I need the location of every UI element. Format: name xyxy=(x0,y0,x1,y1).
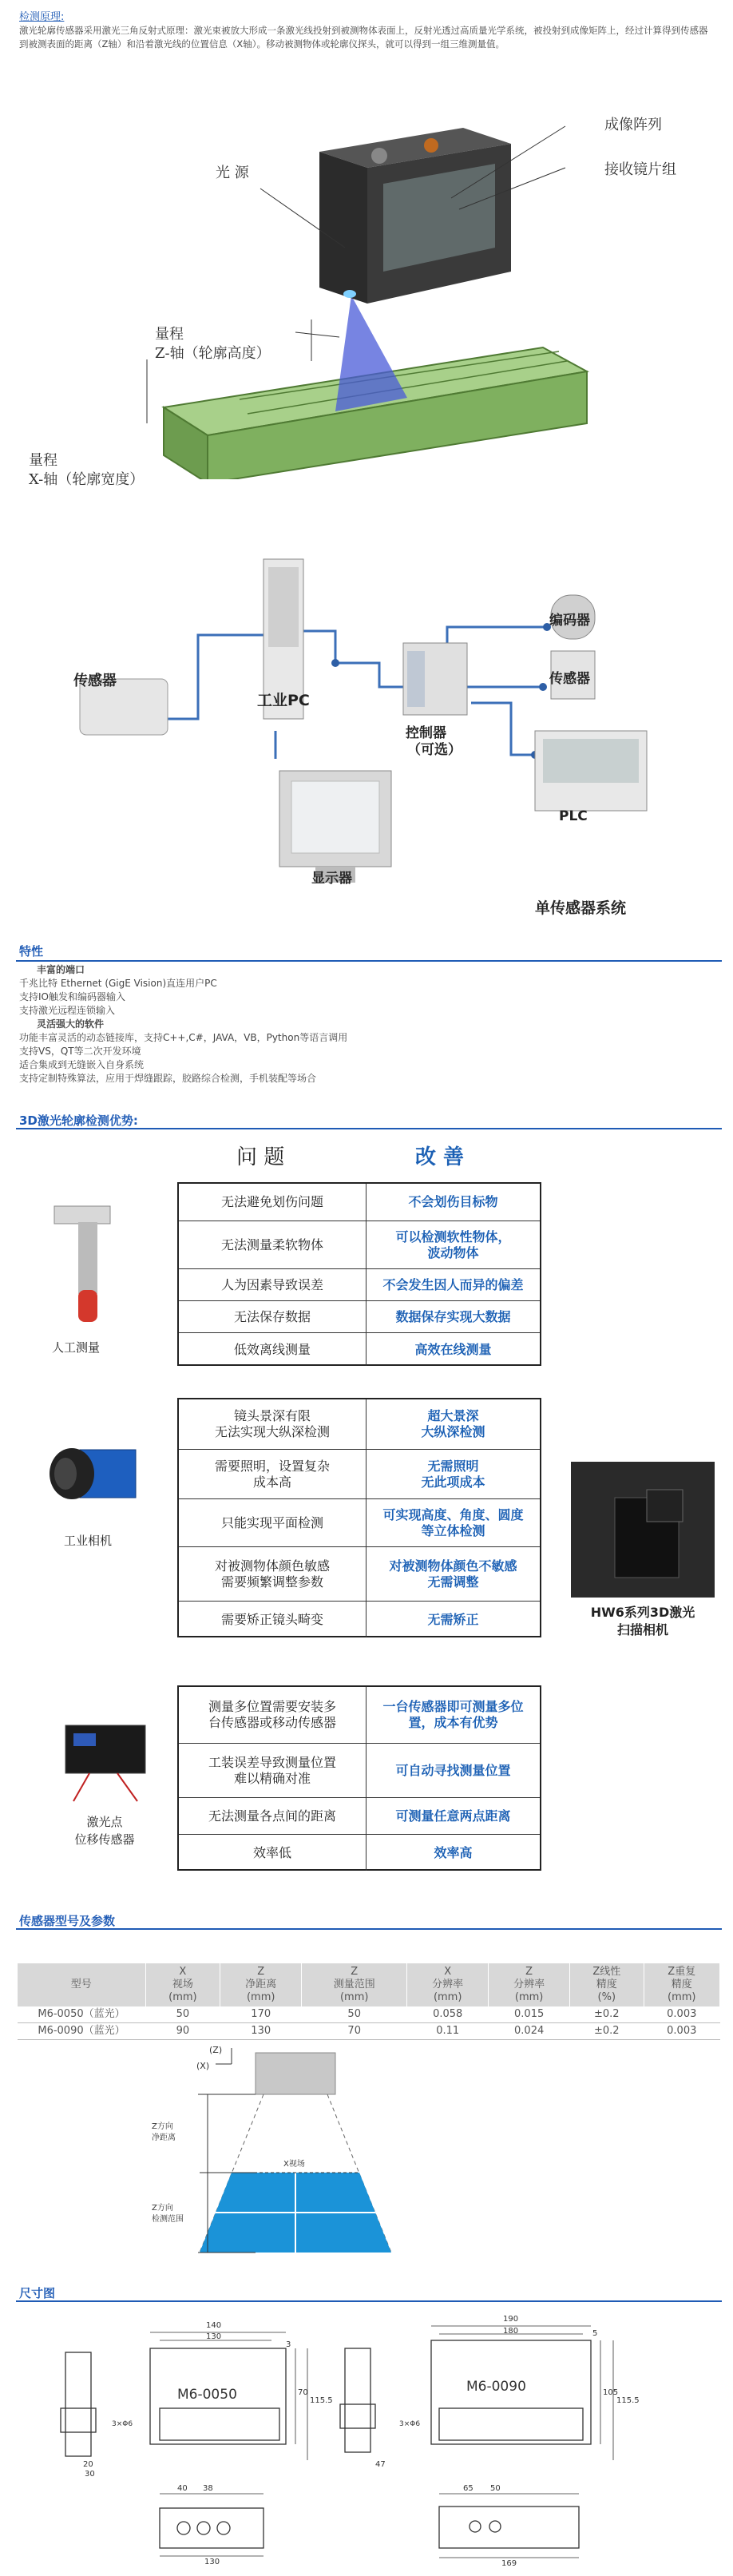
problem-cell: 无法保存数据 xyxy=(179,1301,366,1332)
spec-cell: 130 xyxy=(220,2023,302,2040)
improve-cell: 一台传感器即可测量多位 置，成本有优势 xyxy=(382,1699,524,1730)
label-x-range: 量程 xyxy=(29,452,57,469)
feature-item: 支持定制特殊算法，应用于焊缝跟踪，胶路综合检测，手机装配等场合 xyxy=(19,1073,317,1084)
problem-cell: 无法测量柔软物体 xyxy=(179,1221,366,1268)
z-standoff-label: Z方向 净距离 xyxy=(152,2122,176,2142)
spec-header: Z 测量范围 (mm) xyxy=(302,1963,407,2006)
spec-header-row xyxy=(18,1963,720,2006)
dim-text: 115.5 xyxy=(310,2396,333,2405)
spec-header: Z线性 精度 (%) xyxy=(570,1963,644,2006)
dim-text: 50 xyxy=(490,2484,501,2493)
dim-text: 3×Φ6 xyxy=(399,2420,421,2428)
features-section xyxy=(0,943,733,1110)
dim-text: 40 xyxy=(177,2484,188,2493)
dim-text: 20 xyxy=(83,2460,93,2469)
feature-item: 支持VS，QT等二次开发环境 xyxy=(19,1046,141,1057)
problem-cell: 工装误差导致测量位置 难以精确对准 xyxy=(179,1744,366,1797)
dim-text: 180 xyxy=(503,2327,519,2336)
system-caption: 单传感器系统 xyxy=(535,899,627,917)
label-encoder: 编码器 xyxy=(549,613,590,629)
dim-text: 130 xyxy=(206,2332,222,2341)
group-label: 工业相机 xyxy=(64,1534,113,1548)
comparison-table-manual xyxy=(177,1182,541,1366)
problem-cell: 无法避免划伤问题 xyxy=(179,1184,366,1221)
spec-cell: 170 xyxy=(220,2006,302,2023)
group-label: 激光点 位移传感器 xyxy=(74,1815,135,1847)
improve-cell: 可实现高度、角度、圆度 等立体检测 xyxy=(382,1506,524,1538)
label-controller: 控制器 xyxy=(406,725,446,741)
feature-item: 支持激光远程连锁输入 xyxy=(19,1005,116,1016)
label-z-range: 量程 xyxy=(155,326,184,343)
spec-cell: 70 xyxy=(302,2023,407,2040)
feature-item: 灵活强大的软件 xyxy=(37,1018,105,1030)
model-label-m90: M6-0090 xyxy=(466,2379,526,2395)
spec-cell: 0.003 xyxy=(644,2023,720,2040)
spec-cell: ±0.2 xyxy=(570,2023,644,2040)
principle-title: 检测原理: xyxy=(19,11,65,23)
spec-cell: 50 xyxy=(302,2006,407,2023)
spec-header: X 分辨率 (mm) xyxy=(407,1963,489,2006)
label-industrial-pc: 工业PC xyxy=(257,692,310,709)
dim-text: 190 xyxy=(503,2315,519,2324)
spec-cell: 0.015 xyxy=(489,2006,570,2023)
spec-cell: 50 xyxy=(145,2006,220,2023)
principle-section xyxy=(0,0,733,488)
spec-header: X 视场 (mm) xyxy=(145,1963,220,2006)
problem-cell: 无法测量各点间的距离 xyxy=(179,1798,366,1834)
dim-text: 169 xyxy=(501,2559,517,2568)
dim-text: 47 xyxy=(375,2460,386,2469)
spec-cell: 0.11 xyxy=(407,2023,489,2040)
improve-cell: 高效在线测量 xyxy=(414,1341,492,1357)
spec-cell: ±0.2 xyxy=(570,2006,644,2023)
problem-cell: 镜头景深有限 无法实现大纵深检测 xyxy=(179,1399,366,1449)
improve-cell: 不会发生因人而异的偏差 xyxy=(382,1276,524,1292)
problem-cell: 需要矫正镜头畸变 xyxy=(179,1602,366,1637)
label-controller-optional: （可选） xyxy=(407,742,462,758)
spec-title: 传感器型号及参数 xyxy=(19,1914,116,1928)
feature-item: 丰富的端口 xyxy=(37,964,85,975)
dim-text: 38 xyxy=(203,2484,213,2493)
camera-icon xyxy=(48,1434,152,1522)
problem-cell: 只能实现平面检测 xyxy=(179,1499,366,1546)
col-problem-header: 问 题 xyxy=(236,1145,285,1169)
feature-item: 支持IO触发和编码器输入 xyxy=(19,991,125,1002)
feature-item: 适合集成到无缝嵌入自身系统 xyxy=(19,1059,145,1070)
feature-item: 千兆比特 Ethernet (GigE Vision)直连用户PC xyxy=(19,978,217,989)
spec-header: Z 净距离 (mm) xyxy=(220,1963,302,2006)
label-display: 显示器 xyxy=(311,871,352,887)
table-row xyxy=(18,2006,720,2023)
dimension-drawings xyxy=(0,2308,733,2572)
improve-cell: 可测量任意两点距离 xyxy=(395,1808,511,1824)
dims-title: 尺寸图 xyxy=(19,2286,56,2300)
axis-z-label: (Z) xyxy=(209,2045,223,2055)
label-sensor-left: 传感器 xyxy=(73,673,117,689)
comparison-table-camera xyxy=(177,1398,541,1637)
problem-cell: 效率低 xyxy=(179,1835,366,1871)
spec-cell: 0.003 xyxy=(644,2006,720,2023)
laser-sensor-icon xyxy=(50,1701,161,1805)
principle-illustration xyxy=(0,80,733,479)
dim-text: 30 xyxy=(85,2470,95,2479)
dim-text: 65 xyxy=(463,2484,473,2493)
label-plc: PLC xyxy=(559,808,588,824)
dim-text: 3×Φ6 xyxy=(112,2420,133,2428)
comparison-table-laser xyxy=(177,1685,541,1871)
improve-cell: 无需矫正 xyxy=(427,1611,479,1627)
improve-cell: 可以检测软性物体， 波动物体 xyxy=(395,1228,511,1260)
label-receiver-lens: 接收镜片组 xyxy=(604,161,676,178)
spec-cell: 0.024 xyxy=(489,2023,570,2040)
problem-cell: 需要照明，设置复杂 成本高 xyxy=(179,1450,366,1498)
dim-text: 70 xyxy=(298,2388,308,2397)
improve-cell: 可自动寻找测量位置 xyxy=(395,1762,511,1778)
axis-x-label: (X) xyxy=(196,2061,210,2071)
dim-text: 130 xyxy=(204,2558,220,2566)
features-title: 特性 xyxy=(19,944,44,959)
caliper-icon xyxy=(38,1190,126,1326)
problem-cell: 测量多位置需要安装多 台传感器或移动传感器 xyxy=(179,1687,366,1743)
hw6-caption: HW6系列3D激光 扫描相机 xyxy=(590,1605,695,1637)
spec-header: Z重复 精度 (mm) xyxy=(644,1963,720,2006)
improve-cell: 数据保存实现大数据 xyxy=(395,1308,511,1324)
z-range-label: Z方向 检测范围 xyxy=(152,2204,184,2224)
dim-text: 105 xyxy=(603,2388,619,2397)
table-row xyxy=(18,2023,720,2040)
improve-cell: 超大景深 大纵深检测 xyxy=(421,1408,485,1439)
x-field-label: X视场 xyxy=(283,2160,305,2169)
spec-header: Z 分辨率 (mm) xyxy=(489,1963,570,2006)
label-z-axis: Z-轴（轮廓高度） xyxy=(155,345,271,362)
spec-table xyxy=(18,1963,720,2040)
hw6-product-image xyxy=(571,1462,715,1598)
improve-cell: 不会划伤目标物 xyxy=(408,1194,498,1209)
label-x-axis: X-轴（轮廓宽度） xyxy=(29,471,145,488)
dim-text: 5 xyxy=(592,2329,598,2338)
dim-text: 3 xyxy=(286,2340,291,2349)
advantages-section xyxy=(0,1110,733,1901)
problem-cell: 低效离线测量 xyxy=(179,1333,366,1366)
problem-cell: 对被测物体颜色敏感 需要频繁调整参数 xyxy=(179,1547,366,1601)
model-label-m50: M6-0050 xyxy=(177,2387,237,2403)
dim-text: 115.5 xyxy=(616,2396,640,2405)
improve-cell: 效率高 xyxy=(434,1844,473,1860)
problem-cell: 人为因素导致误差 xyxy=(179,1269,366,1300)
system-diagram xyxy=(0,551,733,966)
spec-cell: 0.058 xyxy=(407,2006,489,2023)
label-light-source: 光 源 xyxy=(216,165,249,181)
features-list xyxy=(19,963,714,1086)
range-diagram xyxy=(0,2045,733,2260)
group-label: 人工测量 xyxy=(51,1340,100,1355)
label-imaging-array: 成像阵列 xyxy=(604,117,662,133)
feature-item: 功能丰富灵活的动态链接库，支持C++,C#，JAVA，VB，Python等语言调用 xyxy=(19,1032,348,1043)
spec-cell: M6-0090（蓝光） xyxy=(18,2023,145,2040)
col-improve-header: 改 善 xyxy=(415,1145,465,1169)
advantages-title: 3D激光轮廓检测优势: xyxy=(19,1113,138,1128)
label-sensor-right: 传感器 xyxy=(549,671,590,687)
spec-cell: 90 xyxy=(145,2023,220,2040)
dim-text: 140 xyxy=(206,2321,222,2330)
spec-cell: M6-0050（蓝光） xyxy=(18,2006,145,2023)
improve-cell: 无需照明 无此项成本 xyxy=(421,1458,485,1490)
spec-header: 型号 xyxy=(18,1963,145,2006)
principle-text: 激光轮廓传感器采用激光三角反射式原理：激光束被放大形成一条激光线投射到被测物体表面上，反射光透过高质量光学系统，被投射到成像矩阵上，经过计算得到传感器到被测表面的距离（Z轴）和沿着激光线的位置信息（X轴）。移动被测物体或轮廓仪探头，就可以得到一组三维测量值。 xyxy=(19,25,708,50)
improve-cell: 对被测物体颜色不敏感 无需调整 xyxy=(389,1558,517,1590)
